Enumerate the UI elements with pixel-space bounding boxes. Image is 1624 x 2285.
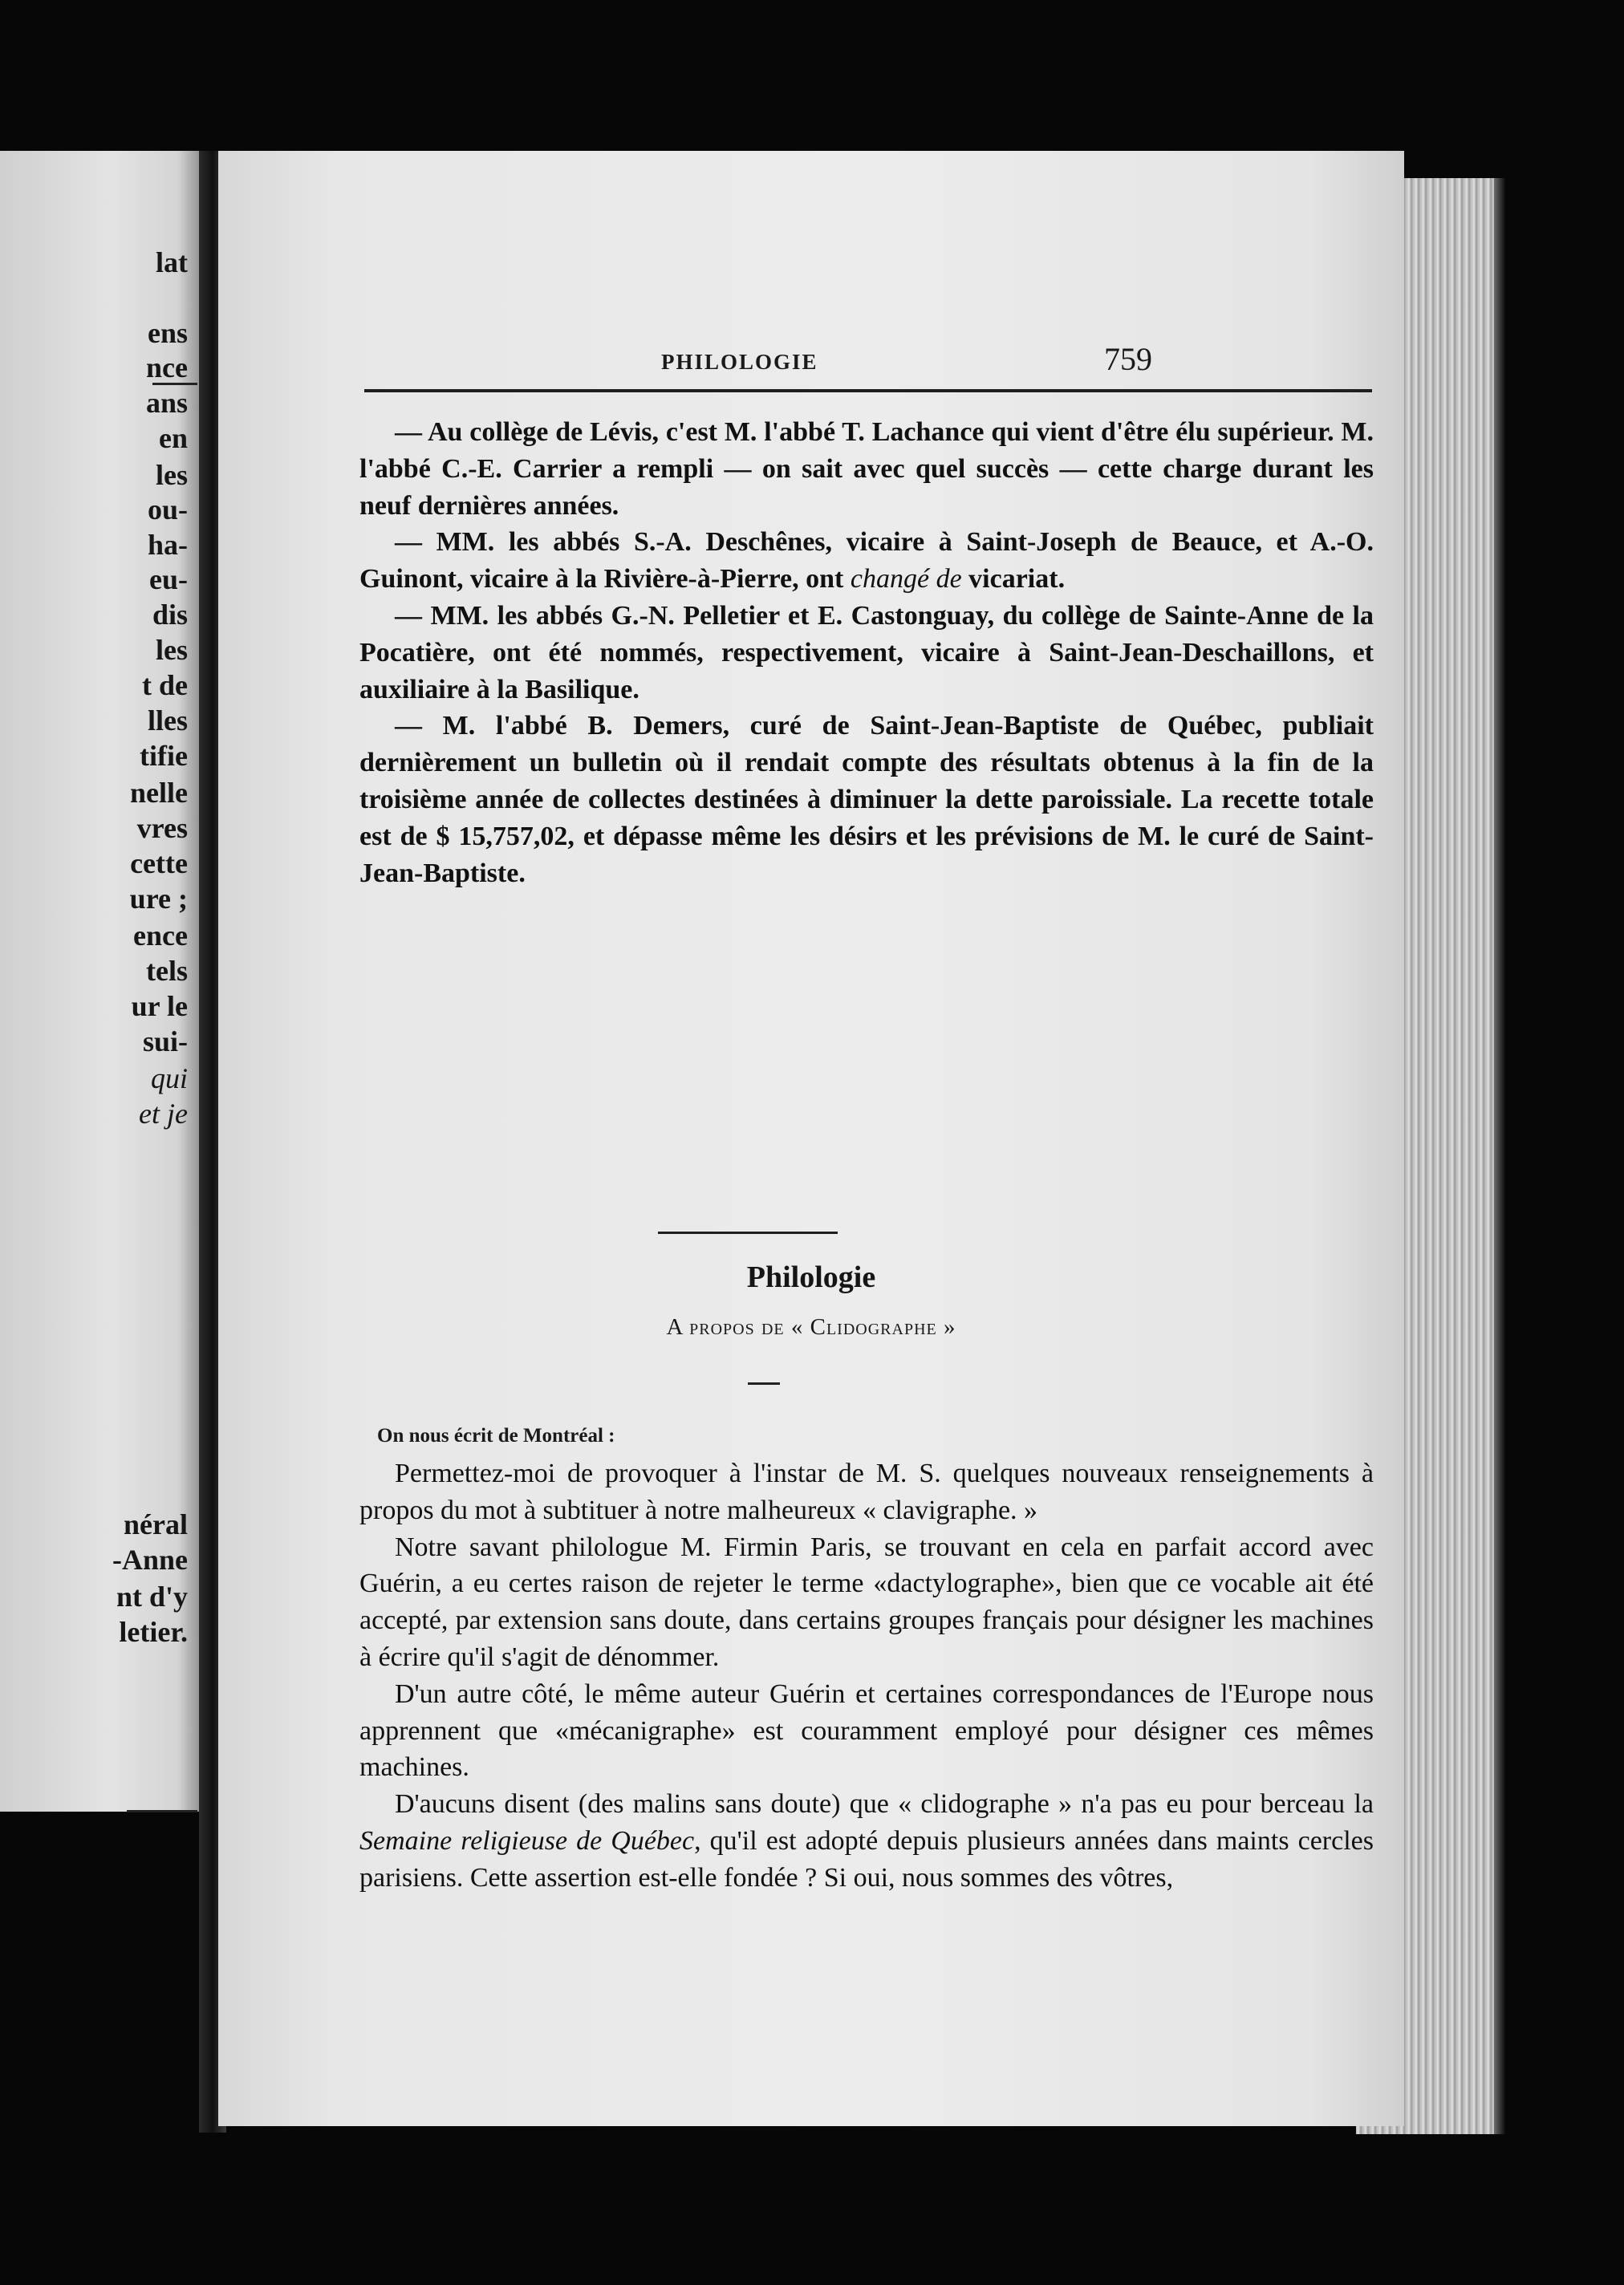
left-page-fragment: cette — [130, 847, 188, 879]
left-page-fragment: ans — [145, 387, 188, 419]
left-page-fragment: et je — [139, 1098, 188, 1130]
letter-paragraph: D'un autre côté, le même auteur Guérin et certaines correspondances de l'Europe nous apprennent que «mécanigraphe» est couramment employé pour désigner ces mêmes machines. — [359, 1678, 1374, 1783]
page-number: 759 — [1104, 341, 1152, 377]
section-title: Philologie — [746, 1260, 876, 1294]
left-page-footer-fragment: nt d'y — [116, 1581, 188, 1613]
left-page-fragment: vres — [136, 812, 188, 844]
left-page-fragment: qui — [150, 1062, 188, 1094]
left-page-fragment: nce — [146, 351, 188, 384]
letter-paragraph: Permettez-moi de provoquer à l'instar de M. S. quelques nouveaux renseignements à propos du mot à subtituer à notre malheureux « clavigraphe. » — [359, 1459, 1374, 1525]
left-page-fragment: ens — [147, 317, 188, 349]
news-paragraph: — Au collège de Lévis, c'est M. l'abbé T. Lachance qui vient d'être élu supérieur. M. l'abbé C.-E. Carrier a rempli — on sait avec quel succès — cette charge durant les neuf dernières années. — [359, 417, 1374, 521]
letter-section — [359, 1455, 1374, 1897]
left-page-fragment: nelle — [130, 777, 188, 809]
news-section — [359, 414, 1374, 891]
left-page-footer-fragment: letier. — [119, 1616, 188, 1648]
left-page-footer-fragment: néral — [124, 1508, 188, 1540]
right-page — [218, 151, 1404, 2126]
left-page-fragment: t de — [142, 669, 188, 701]
left-page-fragment: tels — [146, 955, 188, 987]
left-page-bottom-rule — [127, 1810, 197, 1812]
left-page-fragment: ur le — [131, 990, 188, 1022]
letter-paragraph: D'aucuns disent (des malins sans doute) que « clidographe » n'a pas eu pour berceau la Semaine religieuse de Québec, qu'il est adopté depuis plusieurs années dans maints cercles parisiens. Cette assertion est-elle fondée ? Si oui, nous sommes des vôtres, — [359, 1789, 1374, 1893]
left-page-fragment: lat — [156, 246, 188, 278]
left-page-fragment: les — [156, 634, 188, 666]
left-page-fragment: eu- — [149, 563, 188, 595]
left-page-footer-fragment: -Anne — [112, 1544, 188, 1576]
letter-byline: On nous écrit de Montréal : — [377, 1425, 615, 1447]
header-rule — [364, 389, 1372, 392]
section-divider — [658, 1232, 838, 1234]
letter-paragraph: Notre savant philologue M. Firmin Paris, se trouvant en cela en parfait accord avec Guérin, a eu certes raison de rejeter le terme «dactylographe», bien que ce vocable ait été accepté, par extension sans doute, dans certains groupes français pour désigner les machines à écrire qu'il s'agit de dénommer. — [359, 1532, 1374, 1672]
left-page-fragment: tifie — [140, 740, 188, 772]
left-facing-page — [0, 151, 202, 1812]
left-page-fragment: ure ; — [129, 883, 188, 915]
left-page-fragment: dis — [152, 599, 188, 631]
news-paragraph: — MM. les abbés S.-A. Deschênes, vicaire à Saint-Joseph de Beauce, et A.-O. Guinont, vicaire à la Rivière-à-Pierre, ont changé de vicariat. — [359, 527, 1374, 595]
left-page-fragment: ha- — [147, 529, 188, 561]
short-dash-rule — [748, 1382, 780, 1385]
news-paragraph: — M. l'abbé B. Demers, curé de Saint-Jean-Baptiste de Québec, publiait dernièrement un bulletin où il rendait compte des résultats obtenus à la fin de la troisième année de collectes destinées à diminuer la dette paroissiale. La recette totale est de $ 15,757,02, et dépasse même les désirs et les prévisions de M. le curé de Saint-Jean-Baptiste. — [359, 711, 1374, 888]
page-edges-shadow — [1494, 178, 1505, 2134]
left-page-fragment: lles — [148, 704, 188, 737]
left-page-fragment: ence — [133, 919, 188, 952]
section-subtitle: A propos de « Clidographe » — [666, 1314, 956, 1340]
running-title: PHILOLOGIE — [661, 350, 818, 374]
left-page-fragment: en — [159, 422, 188, 454]
news-paragraph: — MM. les abbés G.-N. Pelletier et E. Castonguay, du collège de Sainte-Anne de la Pocatière, ont été nommés, respectivement, vicaire à Saint-Jean-Deschaillons, et auxiliaire à la Basilique. — [359, 600, 1374, 704]
left-page-fragment: les — [156, 459, 188, 491]
left-page-fragment: ou- — [147, 493, 188, 526]
left-page-fragment: sui- — [142, 1025, 188, 1057]
